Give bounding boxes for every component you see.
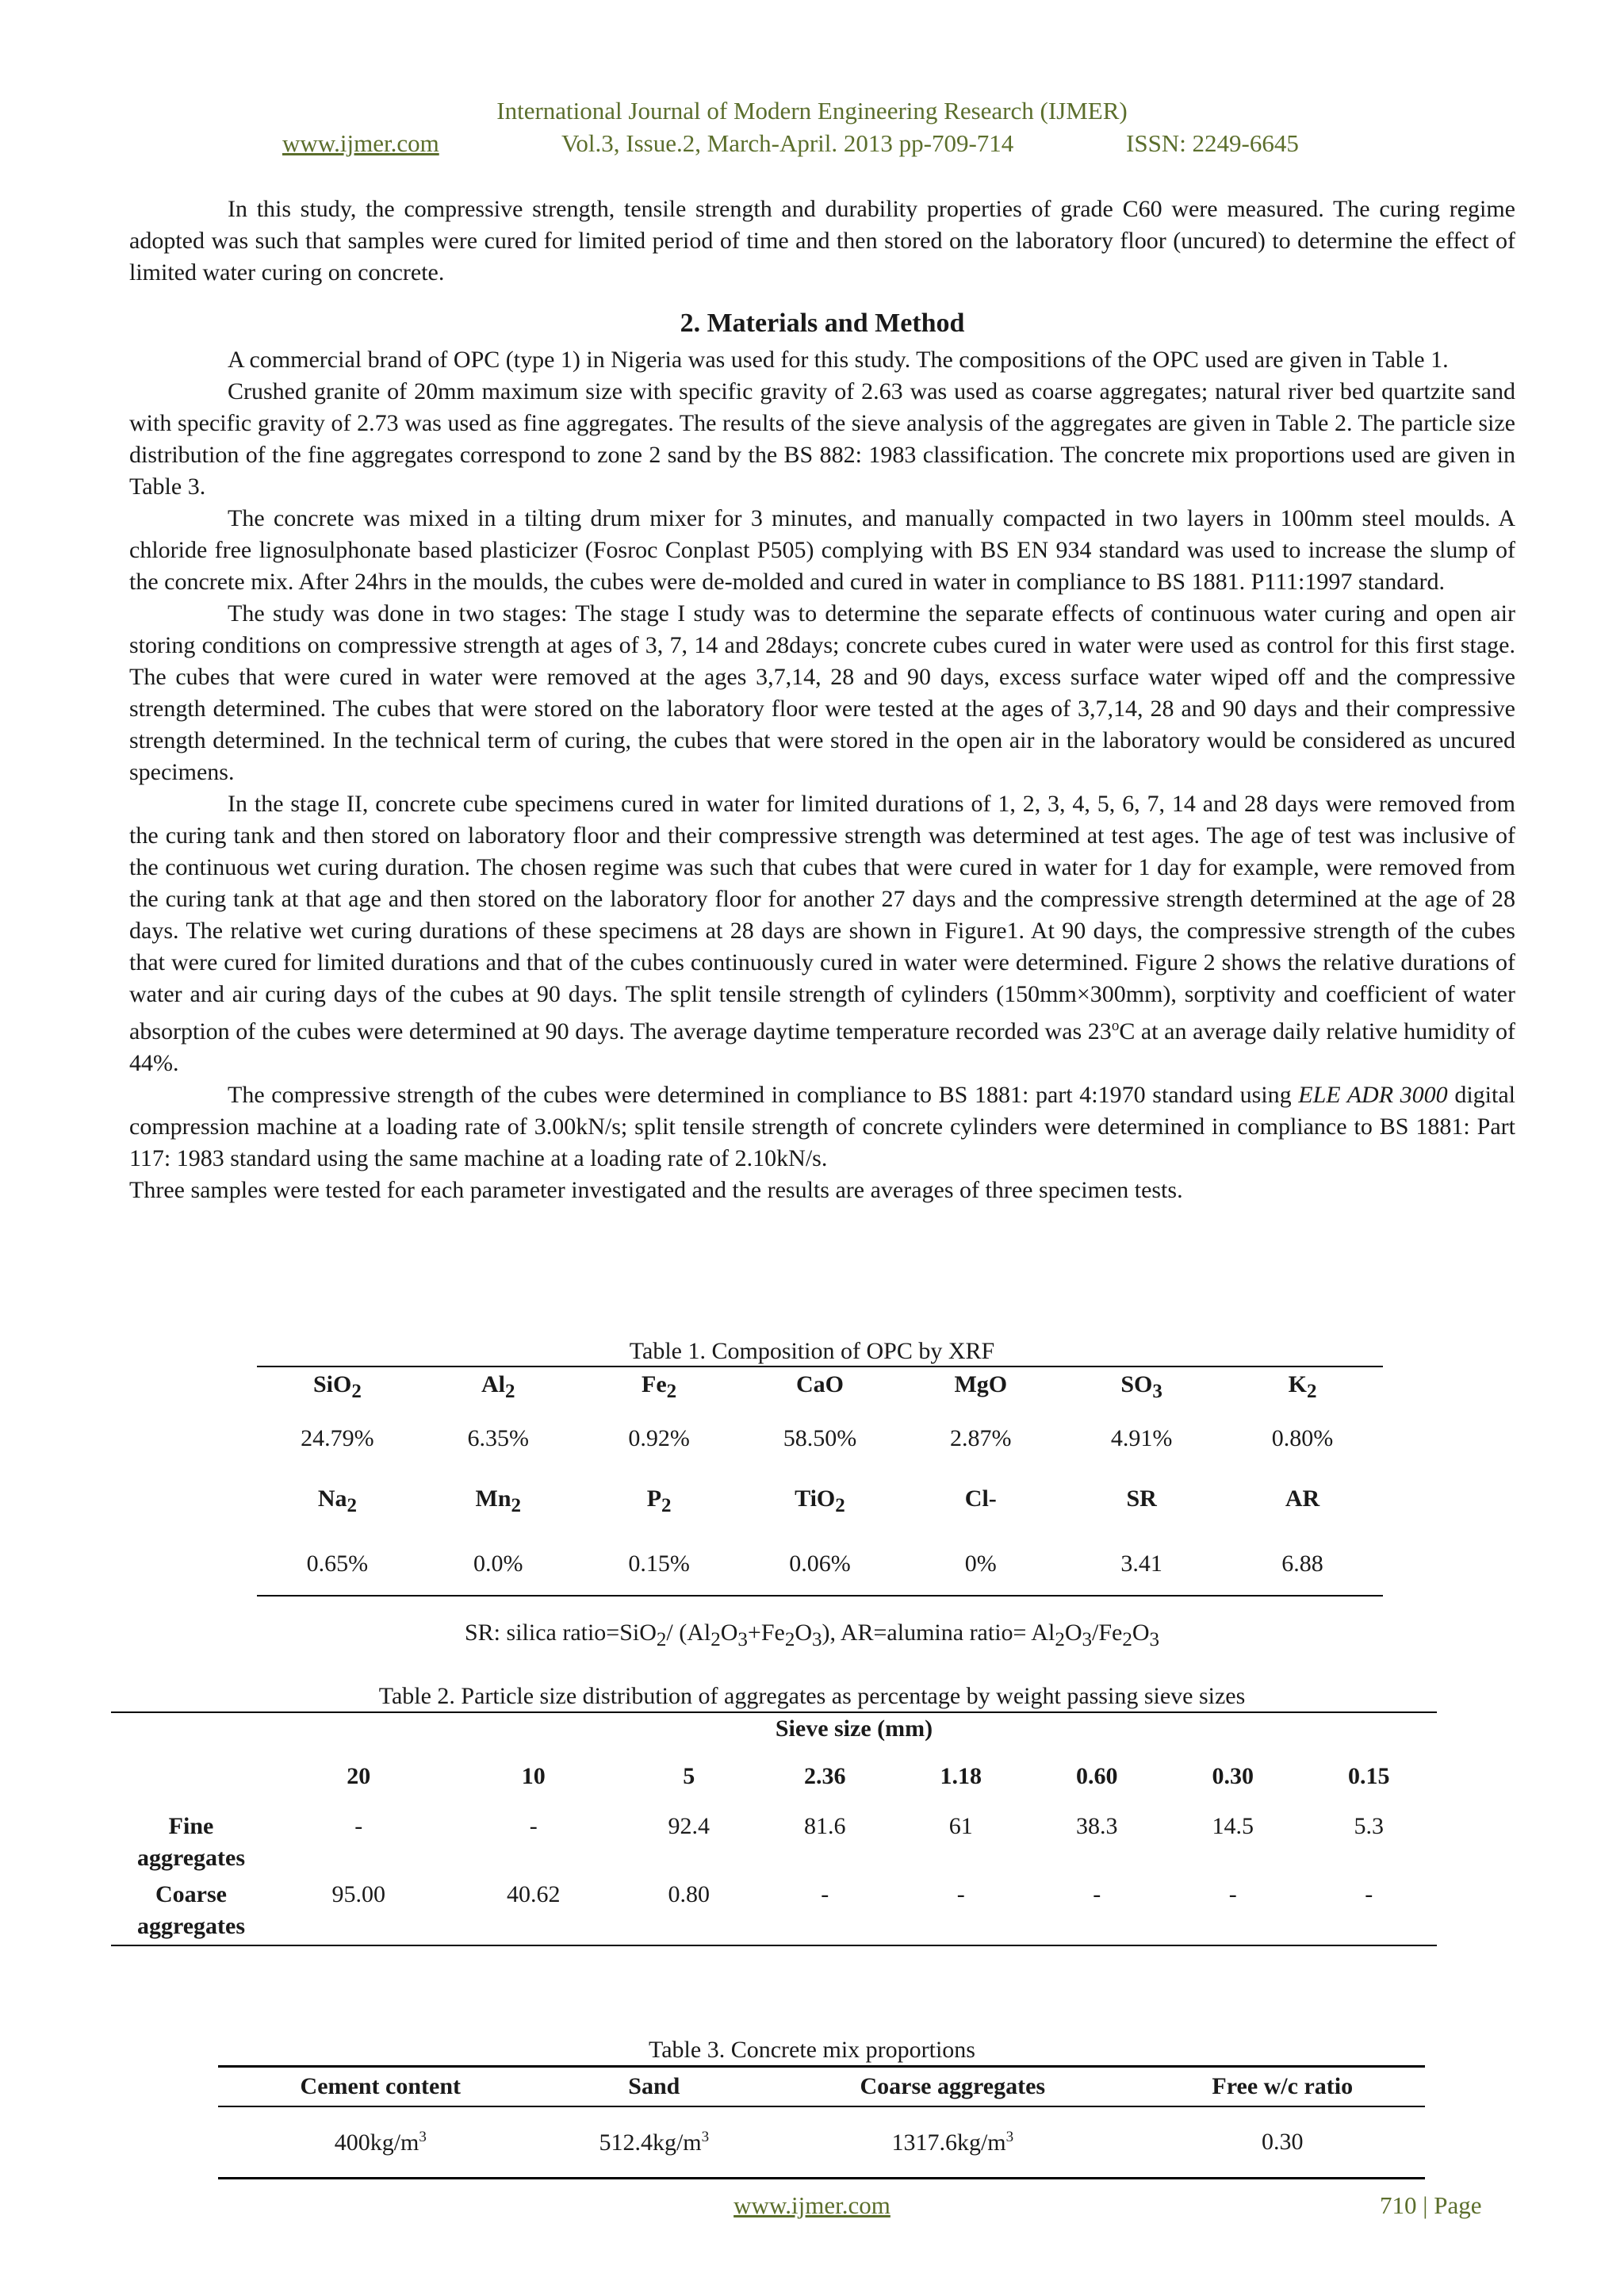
header-website-link[interactable]: www.ijmer.com xyxy=(282,129,439,157)
paragraph-intro: In this study, the compressive strength, tensile strength and durability properties of grade C60 were measured. The curing regime adopted was such that samples were cured for limited period of time and then stored on the laboratory floor (uncured) to determine the effect of limited water curing on concrete. xyxy=(129,196,1515,286)
formula-part: TiO xyxy=(795,1485,836,1512)
table1-header-cell xyxy=(418,1470,579,1532)
table2-size-header: 2.36 xyxy=(804,1763,846,1789)
table1-value-cell: 0.15% xyxy=(628,1550,690,1577)
value-unit-exponent: 3 xyxy=(419,2128,427,2145)
table1-value-cell: 4.91% xyxy=(1110,1424,1173,1451)
paragraph-stage-two: In the stage II, concrete cube specimens cured in water for limited durations of 1, 2, 3, 4, 5, 6, 7, 14 and 28 days were removed from the curing tank and then stored on laboratory floor and their compressive strength was determined at test ages. The age of test was inclusive of the continuous wet curing duration. The chosen regime was such that cubes that were cured in water for 1 day for example, were removed from the curing tank at that age and then stored on the laboratory floor for another 27 days and the compressive strength determined at the age of 28 days. The relative wet curing durations of these specimens at 28 days are shown in Figure1. At 90 days, the compressive strength of the cubes that were cured for limited durations and that of the cubes continuously cured in water were determined. Figure 2 shows the relative durations of water and air curing days of the cubes at 90 days. The split tensile strength of cylinders (150mm×300mm), sorptivity and coefficient of water absorption of the cubes were determined at 90 days. The average daytime temperature recorded was 23$^o$C at an average daily relative humidity of 44%. xyxy=(129,791,1516,1076)
table1-value-cell: 0.06% xyxy=(789,1550,851,1577)
table1-header-row-2 xyxy=(257,1470,1383,1532)
section-heading: 2. Materials and Method xyxy=(680,309,965,338)
table1-opc-composition xyxy=(257,1366,1383,1596)
formula-part: SR xyxy=(1126,1485,1157,1512)
table1-value-cell: 2.87% xyxy=(950,1424,1012,1451)
header-issn: ISSN: 2249-6645 xyxy=(1126,129,1299,157)
header-volume: Vol.3, Issue.2, March-April. 2013 pp-709-714 xyxy=(561,129,1014,157)
table2-size-header: 5 xyxy=(683,1763,695,1789)
formula-part: SO xyxy=(1120,1371,1153,1397)
table1-value-cell: 6.35% xyxy=(467,1424,530,1451)
table3-caption: Table 3. Concrete mix proportions xyxy=(649,2037,975,2063)
table3-value-cell xyxy=(543,2106,766,2179)
table2-value-cell: 38.3 xyxy=(1076,1813,1118,1839)
table1-header-cell xyxy=(900,1366,1061,1407)
formula-sub: 2 xyxy=(347,1494,357,1516)
table3-mix-proportions xyxy=(218,2065,1425,2179)
footer-website-link[interactable]: www.ijmer.com xyxy=(733,2191,891,2219)
table2-size-header: 0.15 xyxy=(1348,1763,1390,1789)
formula-sub: 2 xyxy=(1306,1381,1317,1402)
table2-caption: Table 2. Particle size distribution of aggregates as percentage by weight passing sieve sizes xyxy=(378,1683,1246,1709)
table1-header-cell xyxy=(740,1470,901,1532)
journal-title: International Journal of Modern Engineering Research (IJMER) xyxy=(496,97,1128,125)
formula-part: SiO xyxy=(312,1371,352,1397)
value-unit-exponent: 3 xyxy=(1005,2128,1014,2145)
formula-part: Al xyxy=(481,1371,506,1397)
paragraph-aggregates: Crushed granite of 20mm maximum size with specific gravity of 2.63 was used as coarse aggregates; natural river bed quartzite sand with specific gravity of 2.73 was used as fine aggregates. The results of the sieve analysis of the aggregates are given in Table 2. The particle size distribution of the fine aggregates correspond to zone 2 sand by the BS 882: 1983 classification. The concrete mix proportions used are given in Table 3. xyxy=(129,378,1515,500)
table2-value-cell: 95.00 xyxy=(331,1881,385,1907)
table3-value-cell xyxy=(218,2106,543,2179)
table1-value-cell: 0% xyxy=(964,1550,997,1577)
row-label-line: Fine xyxy=(168,1813,214,1839)
paragraph-mixing: The concrete was mixed in a tilting drum mixer for 3 minutes, and manually compacted in two layers in 100mm steel moulds. A chloride free lignosulphonate based plasticizer (Fosroc Conplast P505) complying with BS EN 934 standard was used to increase the slump of the concrete mix. After 24hrs in the moulds, the cubes were de-molded and cured in water in compliance to BS 1881. P111:1997 standard. xyxy=(129,505,1515,595)
row-label-line: aggregates xyxy=(136,1845,246,1871)
formula-part: CaO xyxy=(795,1371,844,1397)
table2-value-cell: 40.62 xyxy=(507,1881,561,1907)
table1-header-cell xyxy=(1222,1470,1383,1532)
footer-page-number: 710 | Page xyxy=(1380,2191,1482,2219)
value-text: 0.30 xyxy=(1262,2129,1304,2155)
table3-header-cell: Sand xyxy=(543,2067,766,2107)
table3-header-cell: Cement content xyxy=(218,2067,543,2107)
table2-value-cell: - xyxy=(1365,1881,1373,1907)
formula-sub: 2 xyxy=(511,1494,522,1516)
table-row xyxy=(111,1808,1437,1876)
table1-value-cell: 24.79% xyxy=(301,1424,374,1451)
table-row xyxy=(111,1876,1437,1945)
table1-value-cell: 0.92% xyxy=(628,1424,690,1451)
table1-header-cell xyxy=(1061,1470,1222,1532)
formula-part: Na xyxy=(317,1485,347,1512)
table3-value-cell xyxy=(765,2106,1139,2179)
row-label-line: aggregates xyxy=(136,1913,246,1939)
paragraph-opc: A commercial brand of OPC (type 1) in Nigeria was used for this study. The compositions of the OPC used are given in Table 1. xyxy=(228,347,1449,373)
table1-header-cell xyxy=(1061,1366,1222,1407)
table2-group-header-row xyxy=(111,1712,1437,1745)
table2-value-cell: 14.5 xyxy=(1212,1813,1254,1839)
table2-value-cell: - xyxy=(1228,1881,1237,1907)
formula-part: Fe xyxy=(642,1371,667,1397)
body-text xyxy=(129,194,1515,1206)
table3-value-row xyxy=(218,2106,1425,2179)
table2-value-cell: - xyxy=(821,1881,829,1907)
table2-value-cell: - xyxy=(956,1881,965,1907)
table2-size-header: 0.60 xyxy=(1076,1763,1118,1789)
table1-header-cell xyxy=(257,1470,418,1532)
table2-row-label xyxy=(111,1876,271,1945)
table2-value-cell: - xyxy=(529,1813,538,1839)
table2-value-cell: 5.3 xyxy=(1354,1813,1384,1839)
table2-sieve-analysis xyxy=(111,1711,1437,1946)
table2-group-header: Sieve size (mm) xyxy=(775,1715,933,1742)
formula-part: Cl- xyxy=(964,1485,997,1512)
table1-value-cell: 0.80% xyxy=(1271,1424,1334,1451)
formula-sub: 2 xyxy=(666,1381,677,1402)
value-unit-exponent: 3 xyxy=(701,2128,710,2145)
table1-header-cell xyxy=(1222,1366,1383,1407)
table2-size-header: 0.30 xyxy=(1212,1763,1254,1789)
formula-sub: 3 xyxy=(1152,1381,1162,1402)
table1-note: SR: silica ratio=SiO$_2$/ $(Al_2O_3+Fe_2O_3)$, AR=alumina ratio= $Al_2O_3/Fe_2O_3$ xyxy=(464,1619,1159,1650)
table1-header-row-1 xyxy=(257,1366,1383,1407)
formula-sub: 2 xyxy=(661,1494,672,1516)
table2-size-header: 10 xyxy=(521,1763,546,1789)
table2-value-cell: 61 xyxy=(948,1813,973,1839)
table2-value-cell: 0.80 xyxy=(668,1881,710,1907)
table2-size-header: 1.18 xyxy=(940,1763,982,1789)
paragraph-stage-one: The study was done in two stages: The stage I study was to determine the separate effects of continuous water curing and open air storing conditions on compressive strength at ages of 3, 7, 14 and 28days; concrete cubes cured in water were used as control for this first stage. The cubes that were cured in water were removed at the ages 3,7,14, 28 and 90 days, excess surface water wiped off and the compressive strength determined. The cubes that were stored on the laboratory floor were tested at the ages of 3,7,14, 28 and 90 days and their compressive strength determined. In the technical term of curing, the cubes that were stored in the open air in the laboratory would be considered as uncured specimens. xyxy=(129,600,1515,785)
table1-value-cell: 0.0% xyxy=(473,1550,523,1577)
formula-sub: 2 xyxy=(835,1494,845,1516)
formula-part: AR xyxy=(1285,1485,1320,1512)
formula-sub: 2 xyxy=(505,1381,515,1402)
row-label-line: Coarse xyxy=(155,1881,227,1907)
table2-size-header: 20 xyxy=(347,1763,371,1789)
paragraph-samples: Three samples were tested for each parameter investigated and the results are averages of three specimen tests. xyxy=(129,1177,1183,1203)
table2-value-cell: 92.4 xyxy=(668,1813,710,1839)
table1-header-cell xyxy=(257,1366,418,1407)
table3-header-cell: Coarse aggregates xyxy=(765,2067,1139,2107)
formula-part: MgO xyxy=(954,1371,1008,1397)
value-text: 1317.6kg/m xyxy=(891,2129,1006,2156)
value-text: 400kg/m xyxy=(334,2129,419,2156)
table1-header-cell xyxy=(900,1470,1061,1532)
table1-value-row-1 xyxy=(257,1407,1383,1470)
table1-header-cell xyxy=(418,1366,579,1407)
table2-row-label xyxy=(111,1808,271,1876)
paragraph-testing: The compressive strength of the cubes were determined in compliance to BS 1881: part 4:1970 standard using ELE ADR 3000 digital compression machine at a loading rate of 3.00kN/s; split tensile strength of concrete cylinders were determined in compliance to BS 1881: Part 117: 1983 standard using the same machine at a loading rate of 2.10kN/s. xyxy=(129,1082,1516,1171)
formula-part: Mn xyxy=(475,1485,511,1512)
table1-value-cell: 3.41 xyxy=(1120,1550,1162,1577)
table1-value-cell: 0.65% xyxy=(306,1550,369,1577)
table2-body xyxy=(111,1808,1437,1945)
table1-caption: Table 1. Composition of OPC by XRF xyxy=(629,1338,995,1364)
table3-value-cell xyxy=(1140,2106,1425,2179)
formula-part: K xyxy=(1288,1371,1307,1397)
formula-sub: 2 xyxy=(351,1381,362,1402)
table1-value-cell: 6.88 xyxy=(1281,1550,1323,1577)
table2-value-cell: - xyxy=(354,1813,363,1839)
table2-value-cell: - xyxy=(1093,1881,1101,1907)
table2-corner-cell xyxy=(111,1745,271,1808)
table1-value-cell: 58.50% xyxy=(783,1424,857,1451)
table3-header-cell: Free w/c ratio xyxy=(1140,2067,1425,2107)
table2-value-cell: 81.6 xyxy=(804,1813,846,1839)
table3-header-row xyxy=(218,2067,1425,2107)
table1-header-cell xyxy=(579,1366,740,1407)
table1-header-cell xyxy=(579,1470,740,1532)
table1-value-row-2 xyxy=(257,1532,1383,1596)
table2-size-row xyxy=(111,1745,1437,1808)
formula-part: P xyxy=(646,1485,662,1512)
value-text: 512.4kg/m xyxy=(599,2129,702,2156)
table1-header-cell xyxy=(740,1366,901,1407)
